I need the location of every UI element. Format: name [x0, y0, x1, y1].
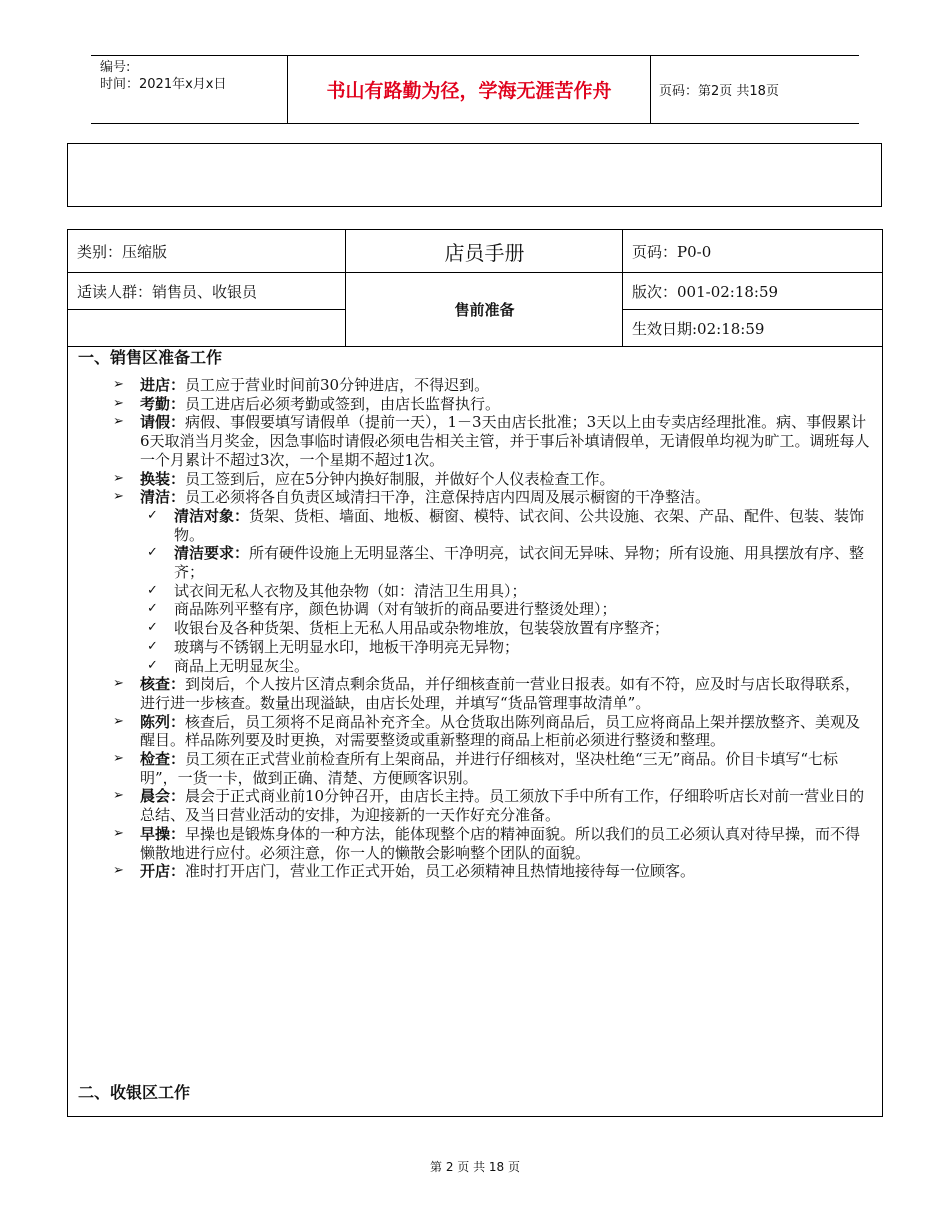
list-item [68, 862, 882, 881]
item-text: 病假、事假要填写请假单（提前一天），1－3天由店长批准；3天以上由专卖店经理批准。病、事假累计6天取消当月奖金，因急事临时请假必须电告相关主管，并于事后补填请假单，无请假单均视为旷工。调班每人一个月累计不超过3次，一个星期不超过1次。 [140, 413, 870, 469]
check-bullet-icon: ✓ [147, 545, 158, 561]
list-item [68, 787, 882, 824]
list-item [68, 470, 882, 489]
header-motto: 书山有路勤为径，学海无涯苦作舟 [287, 56, 651, 123]
arrow-bullet-icon: ➢ [113, 713, 124, 729]
arrow-bullet-icon: ➢ [113, 377, 124, 392]
item-term: 检查： [140, 750, 186, 769]
arrow-bullet-icon: ➢ [113, 825, 124, 841]
item-term: 晨会： [140, 787, 186, 806]
list-item [68, 376, 882, 395]
list-item [68, 713, 882, 750]
item-text: 员工须在正式营业前检查所有上架商品，并进行仔细核对，坚决杜绝“三无”商品。价目卡填写“七标明”，一货一卡，做到正确、清楚、方便顾客识别。 [140, 750, 839, 787]
item-term: 清洁对象： [174, 506, 250, 525]
item-text: 试衣间无私人衣物及其他杂物（如：清洁卫生用具）； [174, 581, 527, 600]
item-term: 请假： [140, 413, 186, 432]
list-item [68, 619, 882, 638]
page-header [91, 55, 859, 124]
content-area [68, 346, 882, 1116]
list-item [68, 750, 882, 787]
item-text: 员工必须将各自负责区域清扫干净，注意保持店内四周及展示橱窗的干净整洁。 [185, 488, 711, 507]
item-term: 进店： [140, 376, 186, 394]
list-item [68, 638, 882, 657]
effective-date-cell: 生效日期:02:18:59 [632, 319, 765, 338]
list-item [68, 413, 882, 469]
check-bullet-icon: ✓ [147, 657, 158, 673]
list-item [68, 675, 882, 712]
list-item [68, 488, 882, 507]
check-bullet-icon: ✓ [147, 601, 158, 617]
header-page-info: 页码：第2页 共18页 [659, 84, 779, 99]
item-text: 商品上无明显灰尘。 [174, 656, 310, 675]
item-text: 准时打开店门，营业工作正式开始，员工必须精神且热情地接待每一位顾客。 [185, 862, 696, 881]
list-item [68, 657, 882, 676]
empty-box [67, 143, 882, 207]
item-term: 换装： [140, 469, 186, 488]
category-cell: 类别：压缩版 [77, 243, 168, 261]
item-text: 核查后，员工须将不足商品补充齐全。从仓货取出陈列商品后，员工应将商品上架并摆放整齐、美观及醒目。样品陈列要及时更换，对需要整烫或重新整理的商品上柜前必须进行整烫和整理。 [140, 712, 861, 750]
item-text: 玻璃与不锈钢上无明显水印，地板干净明亮无异物； [174, 637, 520, 656]
arrow-bullet-icon: ➢ [113, 489, 124, 505]
item-term: 早操： [140, 824, 186, 843]
arrow-bullet-icon: ➢ [113, 395, 124, 411]
item-term: 清洁： [140, 488, 186, 507]
header-meta [91, 56, 287, 123]
check-bullet-icon: ✓ [147, 507, 158, 523]
item-text: 晨会于正式商业前10分钟召开，由店长主持。员工须放下手中所有工作，仔细聆听店长对前一营业日的总结、及当日营业活动的安排，为迎接新的一天作好充分准备。 [140, 787, 865, 825]
list-item [68, 825, 882, 862]
section-item-list [68, 376, 882, 881]
item-text: 收银台及各种货架、货柜上无私人用品或杂物堆放，包装袋放置有序整齐； [174, 619, 670, 638]
section-heading: 一、销售区准备工作 [78, 348, 223, 367]
divider [68, 309, 345, 310]
list-item [68, 507, 882, 544]
item-text: 所有硬件设施上无明显落尘、干净明亮，试衣间无异味、异物；所有设施、用具摆放有序、整齐； [174, 544, 865, 582]
item-term: 陈列： [140, 712, 186, 731]
check-bullet-icon: ✓ [147, 582, 158, 598]
arrow-bullet-icon: ➢ [113, 788, 124, 804]
list-item [68, 600, 882, 619]
item-term: 清洁要求： [174, 544, 250, 563]
item-text: 到岗后，个人按片区清点剩余货品，并仔细核查前一营业日报表。如有不符，应及时与店长取得联系，进行进一步核查。数量出现溢缺，由店长处理，并填写“货品管理事故清单”。 [140, 675, 861, 712]
page-footer: 第 2 页 共 18 页 [430, 1160, 520, 1174]
arrow-bullet-icon: ➢ [113, 676, 124, 692]
item-text: 货架、货柜、墙面、地板、橱窗、模特、试衣间、公共设施、衣架、产品、配件、包装、装饰物。 [174, 506, 865, 544]
item-term: 开店： [140, 862, 186, 881]
section-heading: 二、收银区工作 [78, 1083, 191, 1102]
document-table [67, 229, 883, 1117]
item-term: 考勤： [140, 394, 186, 413]
version-cell: 版次：001-02:18:59 [632, 283, 779, 301]
item-text: 员工应于营业时间前30分钟进店，不得迟到。 [185, 376, 490, 394]
arrow-bullet-icon: ➢ [113, 751, 124, 767]
arrow-bullet-icon: ➢ [113, 863, 124, 879]
item-text: 员工签到后，应在5分钟内换好制服，并做好个人仪表检查工作。 [185, 469, 615, 488]
item-term: 核查： [140, 675, 186, 694]
document-subtitle: 售前准备 [454, 301, 515, 319]
arrow-bullet-icon: ➢ [113, 470, 124, 486]
check-bullet-icon: ✓ [147, 620, 158, 636]
item-text: 商品陈列平整有序，颜色协调（对有皱折的商品要进行整烫处理）； [174, 600, 617, 619]
arrow-bullet-icon: ➢ [113, 414, 124, 430]
list-item [68, 582, 882, 601]
check-bullet-icon: ✓ [147, 638, 158, 654]
number-label: 编号: [100, 60, 131, 75]
page-code-cell: 页码：P0-0 [632, 243, 712, 261]
document-title: 店员手册 [444, 241, 525, 265]
list-item [68, 544, 882, 581]
time-label: 时间：2021年x月x日 [100, 77, 227, 92]
item-text: 早操也是锻炼身体的一种方法，能体现整个店的精神面貌。所以我们的员工必须认真对待早操，而不得懒散地进行应付。必须注意，你一人的懒散会影响整个团队的面貌。 [140, 824, 861, 862]
audience-cell: 适读人群：销售员、收银员 [77, 282, 258, 301]
item-text: 员工进店后必须考勤或签到，由店长监督执行。 [185, 394, 501, 413]
list-item [68, 395, 882, 414]
